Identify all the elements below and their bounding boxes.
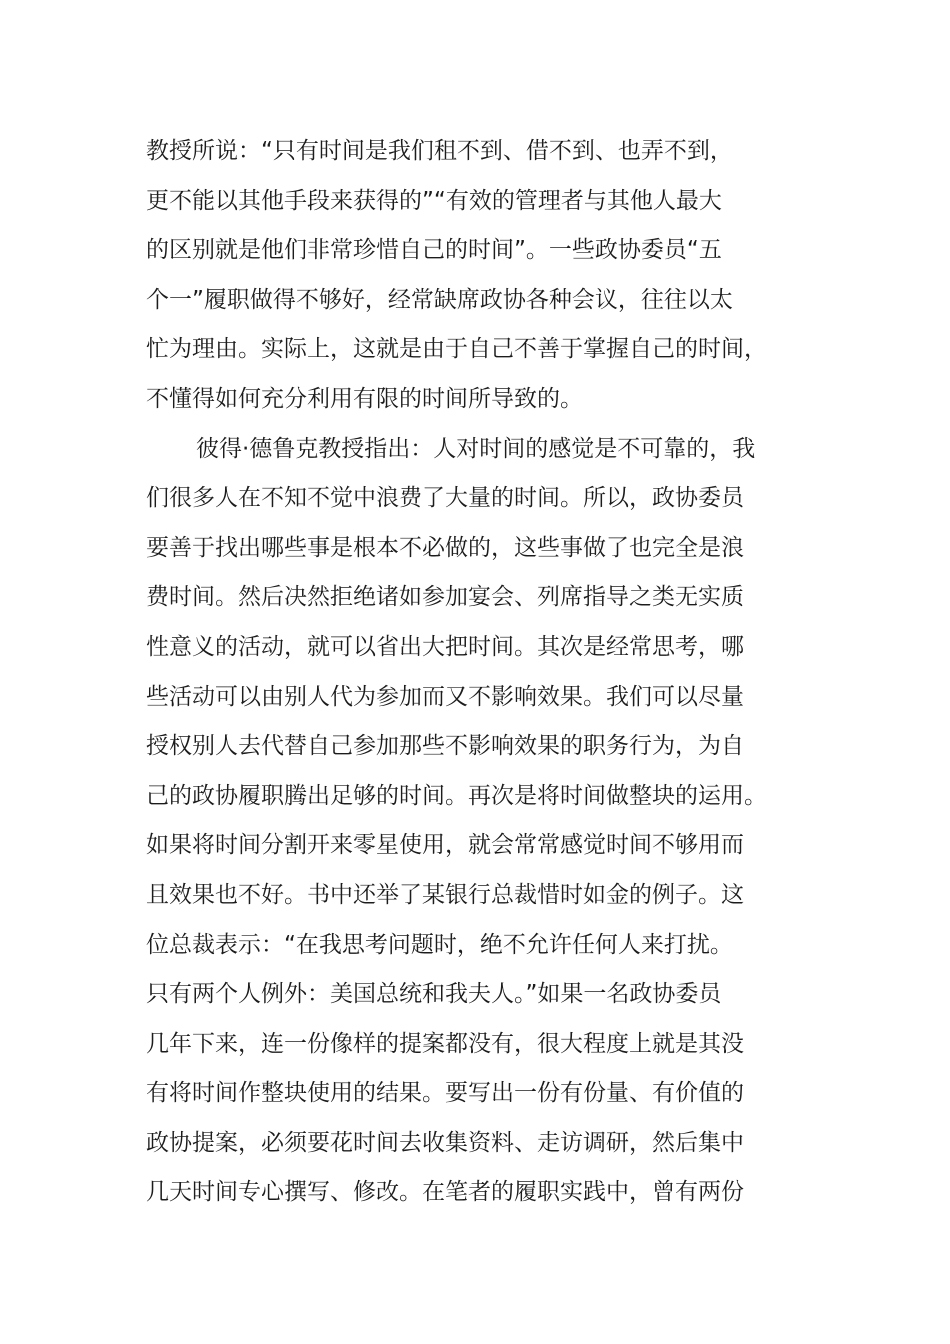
text-line: 位总裁表示：“在我思考问题时，绝不允许任何人来打扰。 bbox=[146, 931, 733, 958]
paragraph-start-line: 彼得·德鲁克教授指出：人对时间的感觉是不可靠的，我 bbox=[196, 435, 756, 462]
text-line: 教授所说：“只有时间是我们租不到、借不到、也弄不到， bbox=[146, 138, 733, 164]
text-line: 不懂得如何充分利用有限的时间所导致的。 bbox=[146, 385, 583, 412]
text-line: 己的政协履职腾出足够的时间。再次是将时间做整块的运用。 bbox=[146, 782, 767, 809]
text-line: 几年下来，连一份像样的提案都没有，很大程度上就是其没 bbox=[146, 1030, 744, 1057]
text-line: 费时间。然后决然拒绝诸如参加宴会、列席指导之类无实质 bbox=[146, 584, 744, 611]
text-line: 政协提案，必须要花时间去收集资料、走访调研，然后集中 bbox=[146, 1129, 744, 1156]
body-text bbox=[146, 127, 806, 1218]
text-line: 只有两个人例外：美国总统和我夫人。”如果一名政协委员 bbox=[146, 981, 722, 1008]
text-line: 些活动可以由别人代为参加而又不影响效果。我们可以尽量 bbox=[146, 683, 744, 710]
text-line: 性意义的活动，就可以省出大把时间。其次是经常思考，哪 bbox=[146, 633, 744, 660]
text-line: 个一”履职做得不够好，经常缺席政协各种会议，往往以太 bbox=[146, 286, 733, 313]
text-line: 几天时间专心撰写、修改。在笔者的履职实践中，曾有两份 bbox=[146, 1179, 744, 1206]
text-line: 且效果也不好。书中还举了某银行总裁惜时如金的例子。这 bbox=[146, 881, 744, 908]
text-line: 授权别人去代替自己参加那些不影响效果的职务行为，为自 bbox=[146, 733, 744, 760]
text-line: 要善于找出哪些事是根本不必做的，这些事做了也完全是浪 bbox=[146, 534, 744, 561]
text-line: 更不能以其他手段来获得的”“有效的管理者与其他人最大 bbox=[146, 187, 722, 214]
text-line: 忙为理由。实际上，这就是由于自己不善于掌握自己的时间， bbox=[146, 336, 767, 363]
text-line: 们很多人在不知不觉中浪费了大量的时间。所以，政协委员 bbox=[146, 485, 744, 512]
text-line: 如果将时间分割开来零星使用，就会常常感觉时间不够用而 bbox=[146, 832, 744, 859]
text-line: 的区别就是他们非常珍惜自己的时间”。一些政协委员“五 bbox=[146, 237, 722, 264]
text-line: 有将时间作整块使用的结果。要写出一份有份量、有价值的 bbox=[146, 1080, 744, 1107]
